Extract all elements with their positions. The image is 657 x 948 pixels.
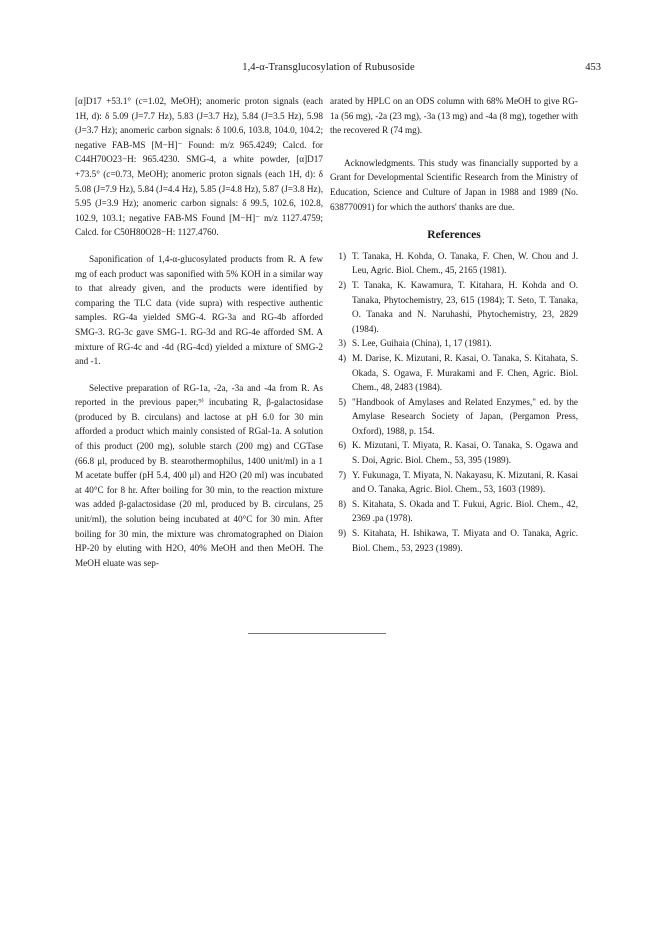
reference-item: 2) T. Tanaka, K. Kawamura, T. Kitahara, H. Kohda and O. Tanaka, Phytochemistry, 23, 615 (1984); T. Seto, T. Tanaka, O. Tanaka and N. Naruhashi, Phytochemistry, 23, 2829 (1984). xyxy=(338,279,578,334)
reference-item: 5) "Handbook of Amylases and Related Enzymes," ed. by the Amylase Research Society of Japan, (Pergamon Press, Oxford), 1988, p. 154. xyxy=(338,396,578,436)
references-heading: References xyxy=(427,229,481,242)
reference-item: 8) S. Kitahata, S. Okada and T. Fukui, Agric. Biol. Chem., 42, 2369 .pa (1978). xyxy=(338,498,578,524)
right-column xyxy=(330,94,578,555)
reference-item: 9) S. Kitahata, H. Ishikawa, T. Miyata and O. Tanaka, Agric. Biol. Chem., 53, 2923 (1989). xyxy=(338,528,578,553)
selective-preparation-paragraph: Selective preparation of RG-1a, -2a, -3a and -4a from R. As reported in the previous paper,⁹⁾ incubating R, β-galactosidase (produced by B. circulans) and lactose at pH 6.0 for 30 min afforded a product which mainly consisted of RGal-1a. A solution of this product (200 mg), soluble starch (200 mg) and CGTase (66.8 μl, produced by B. stearothermophilus, 1400 unit/ml) in a 1 M acetate buffer (pH 5.4, 400 μl) and H2O (20 ml) was incubated at 40°C for 8 hr. After boiling for 30 min, to the reaction mixture was added β-galactosidase (20 ml, produced by B. circulans, 25 unit/ml), the solution being incubated at 40°C for 30 min. After boiling for 30 min, the mixture was chromatographed on Diaion HP-20 by eluting with H2O, 40% MeOH and then MeOH. The MeOH eluate was sep- xyxy=(75,382,323,568)
reference-item: 7) Y. Fukunaga, T. Miyata, N. Nakayasu, K. Mizutani, R. Kasai and O. Tanaka, Agric. Biol. Chem., 53, 1603 (1989). xyxy=(338,469,578,495)
reference-item: 3) S. Lee, Guihaia (China), 1, 17 (1981). xyxy=(338,338,492,349)
continued-paragraph: arated by HPLC on an ODS column with 68% MeOH to give RG-1a (56 mg), -2a (23 mg), -3a (13 mg) and -4a (8 mg), together with the recovered R (74 mg). xyxy=(330,96,578,136)
reference-item: 6) K. Mizutani, T. Miyata, R. Kasai, O. Tanaka, S. Ogawa and S. Doi, Agric. Biol. Chem., 53, 395 (1989). xyxy=(338,440,578,466)
reference-item: 1) T. Tanaka, H. Kohda, O. Tanaka, F. Chen, W. Chou and J. Leu, Agric. Biol. Chem., 45, 2165 (1981). xyxy=(338,250,578,276)
saponification-paragraph: Saponification of 1,4-α-glucosylated products from R. A few mg of each product was saponified with 5% KOH in a similar way to that already given, and the products were identified by comparing the TLC data (vide supra) with respective authentic samples. RG-4a yielded SMG-4. RG-3a and RG-4b afforded SMG-3. RG-3c gave SMG-1. RG-3d and RG-4e afforded SM. A mixture of RG-4c and -4d (RG-4cd) yielded a mixture of SMG-2 and -1. xyxy=(75,253,323,367)
end-divider xyxy=(248,633,386,634)
left-column xyxy=(75,94,323,570)
reference-item: 4) M. Darise, K. Mizutani, R. Kasai, O. Tanaka, S. Kitahata, S. Okada, S. Ogawa, F. Murakami and F. Chen, Agric. Biol. Chem., 48, 2483 (1984). xyxy=(338,352,578,393)
references-list xyxy=(330,249,578,555)
acknowledgments-paragraph: Acknowledgments. This study was financially supported by a Grant for Developmental Scientific Research from the Ministry of Education, Science and Culture of Japan in 1988 and 1989 (No. 638770091) for which the authors' thanks are due. xyxy=(330,157,578,212)
compound-data-paragraph: [α]D17 +53.1° (c=1.02, MeOH); anomeric proton signals (each 1H, d): δ 5.09 (J=7.7 Hz), 5.83 (J=3.7 Hz), 5.84 (J=3.5 Hz), 5.98 (J=3.7 Hz); anomeric carbon signals: δ 100.6, 103.8, 104.0, 104.2; negative FAB-MS [M−H]⁻ Found: m/z 965.4249; Calcd. for C44H70O23−H: 965.4230. SMG-4, a white powder, [α]D17 +73.5° (c=0.73, MeOH); anomeric proton signals (each 1H, d): δ 5.08 (J=7.9 Hz), 5.84 (J=4.4 Hz), 5.85 (J=4.8 Hz), 5.87 (J=3.8 Hz), 5.95 (J=3.9 Hz); anomeric carbon signals: δ 99.5, 102.6, 102.8, 102.9, 103.1; negative FAB-MS Found [M−H]⁻ m/z 1127.4759; Calcd. for C50H80O28−H: 1127.4760. xyxy=(75,96,323,238)
page-number: 453 xyxy=(585,62,601,73)
running-head: 1,4-α-Transglucosylation of Rubusoside xyxy=(242,62,415,73)
